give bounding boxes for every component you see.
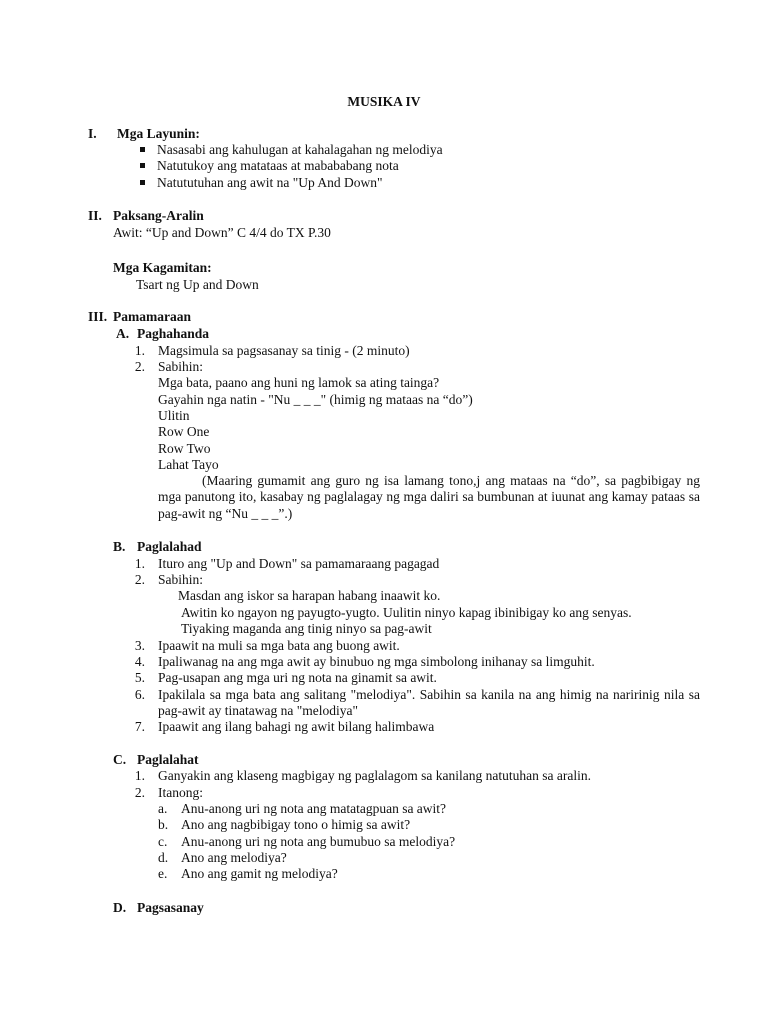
list-number: 5. — [134, 670, 145, 685]
question-letter: e. — [158, 866, 168, 881]
list-number: 2. — [134, 785, 145, 800]
list-number: 4. — [134, 654, 145, 669]
document-title: MUSIKA IV — [347, 94, 421, 109]
question-letter: c. — [158, 834, 168, 849]
section-1-heading: Mga Layunin: — [117, 126, 200, 141]
list-number: 1. — [134, 343, 145, 358]
subsection-c-letter: C. — [113, 752, 127, 767]
materials-heading: Mga Kagamitan: — [113, 260, 212, 275]
list-item: Ipaliwanag na ang mga awit ay binubuo ng mga simbolong inihanay sa limguhit. — [158, 654, 595, 669]
question-item: Ano ang melodiya? — [181, 850, 287, 865]
list-number: 2. — [134, 572, 145, 587]
instruction-line: Mga bata, paano ang huni ng lamok sa ating tainga? — [158, 375, 440, 390]
instruction-line: Lahat Tayo — [158, 457, 219, 472]
instruction-line: Gayahin nga natin - "Nu _ _ _" (himig ng mataas na “do”) — [158, 392, 473, 407]
list-item: Ipakilala sa mga bata ang salitang "melodiya". Sabihin sa kanila na ang himig na naririnig nila sa pag-awit ay tinatawag na "melodiya" — [158, 687, 700, 719]
list-number: 1. — [134, 556, 145, 571]
objective-item: Nasasabi ang kahulugan at kahalagahan ng melodiya — [157, 142, 443, 157]
section-1-numeral: I. — [88, 126, 97, 141]
section-2-numeral: II. — [88, 208, 102, 223]
section-2-heading: Paksang-Aralin — [113, 208, 204, 223]
list-item: Ipaawit ang ilang bahagi ng awit bilang halimbawa — [158, 719, 435, 734]
subsection-b-heading: Paglalahad — [137, 539, 202, 554]
question-item: Ano ang nagbibigay tono o himig sa awit? — [181, 817, 411, 832]
section-3-heading: Pamamaraan — [113, 309, 191, 324]
subsection-a-letter: A. — [116, 326, 130, 341]
instruction-line: Row Two — [158, 441, 211, 456]
list-number: 3. — [134, 638, 145, 653]
instruction-line: Tiyaking maganda ang tinig ninyo sa pag-awit — [181, 621, 432, 636]
bullet-square-icon — [140, 147, 145, 152]
question-item: Anu-anong uri ng nota ang matatagpuan sa awit? — [181, 801, 447, 816]
list-item: Ganyakin ang klaseng magbigay ng paglalagom sa kanilang natutuhan sa aralin. — [158, 768, 591, 783]
objective-item: Natutukoy ang matataas at mabababang nota — [157, 158, 399, 173]
instruction-line: Masdan ang iskor sa harapan habang inaawit ko. — [178, 588, 441, 603]
question-item: Ano ang gamit ng melodiya? — [181, 866, 338, 881]
subsection-d-heading: Pagsasanay — [137, 900, 204, 915]
list-item: Sabihin: — [158, 572, 204, 587]
list-number: 6. — [134, 687, 145, 702]
list-number: 7. — [134, 719, 145, 734]
list-number: 2. — [134, 359, 145, 374]
bullet-square-icon — [140, 180, 145, 185]
subsection-c-heading: Paglalahat — [137, 752, 199, 767]
song-details: Awit: “Up and Down” C 4/4 do TX P.30 — [113, 225, 331, 240]
list-item: Magsimula sa pagsasanay sa tinig - (2 minuto) — [158, 343, 410, 358]
question-letter: d. — [158, 850, 169, 865]
list-number: 1. — [134, 768, 145, 783]
question-item: Anu-anong uri ng nota ang bumubuo sa melodiya? — [181, 834, 456, 849]
subsection-b-letter: B. — [113, 539, 126, 554]
question-letter: b. — [158, 817, 169, 832]
instruction-line: Ulitin — [158, 408, 190, 423]
instruction-line: Row One — [158, 424, 210, 439]
section-3-numeral: III. — [88, 309, 108, 324]
instruction-line: Awitin ko ngayon ng payugto-yugto. Uulitin ninyo kapag ibinibigay ko ang senyas. — [181, 605, 632, 620]
question-letter: a. — [158, 801, 168, 816]
list-item: Pag-usapan ang mga uri ng nota na ginamit sa awit. — [158, 670, 437, 685]
list-item: Sabihin: — [158, 359, 204, 374]
list-item: Ituro ang "Up and Down" sa pamamaraang pagagad — [158, 556, 440, 571]
bullet-square-icon — [140, 163, 145, 168]
materials-text: Tsart ng Up and Down — [136, 277, 259, 292]
subsection-a-heading: Paghahanda — [137, 326, 210, 341]
objective-item: Natututuhan ang awit na "Up And Down" — [157, 175, 383, 190]
teacher-note: (Maaring gumamit ang guro ng isa lamang tono,j ang mataas na “do”, sa pagbibigay ng mga panutong ito, kasabay ng paglalagay ng mga daliri sa bumbunan at iuunat ang kamay pataas sa pag-awit ng “Nu _ _ _”.) — [158, 473, 700, 521]
list-item: Itanong: — [158, 785, 203, 800]
list-item: Ipaawit na muli sa mga bata ang buong awit. — [158, 638, 400, 653]
subsection-d-letter: D. — [113, 900, 127, 915]
